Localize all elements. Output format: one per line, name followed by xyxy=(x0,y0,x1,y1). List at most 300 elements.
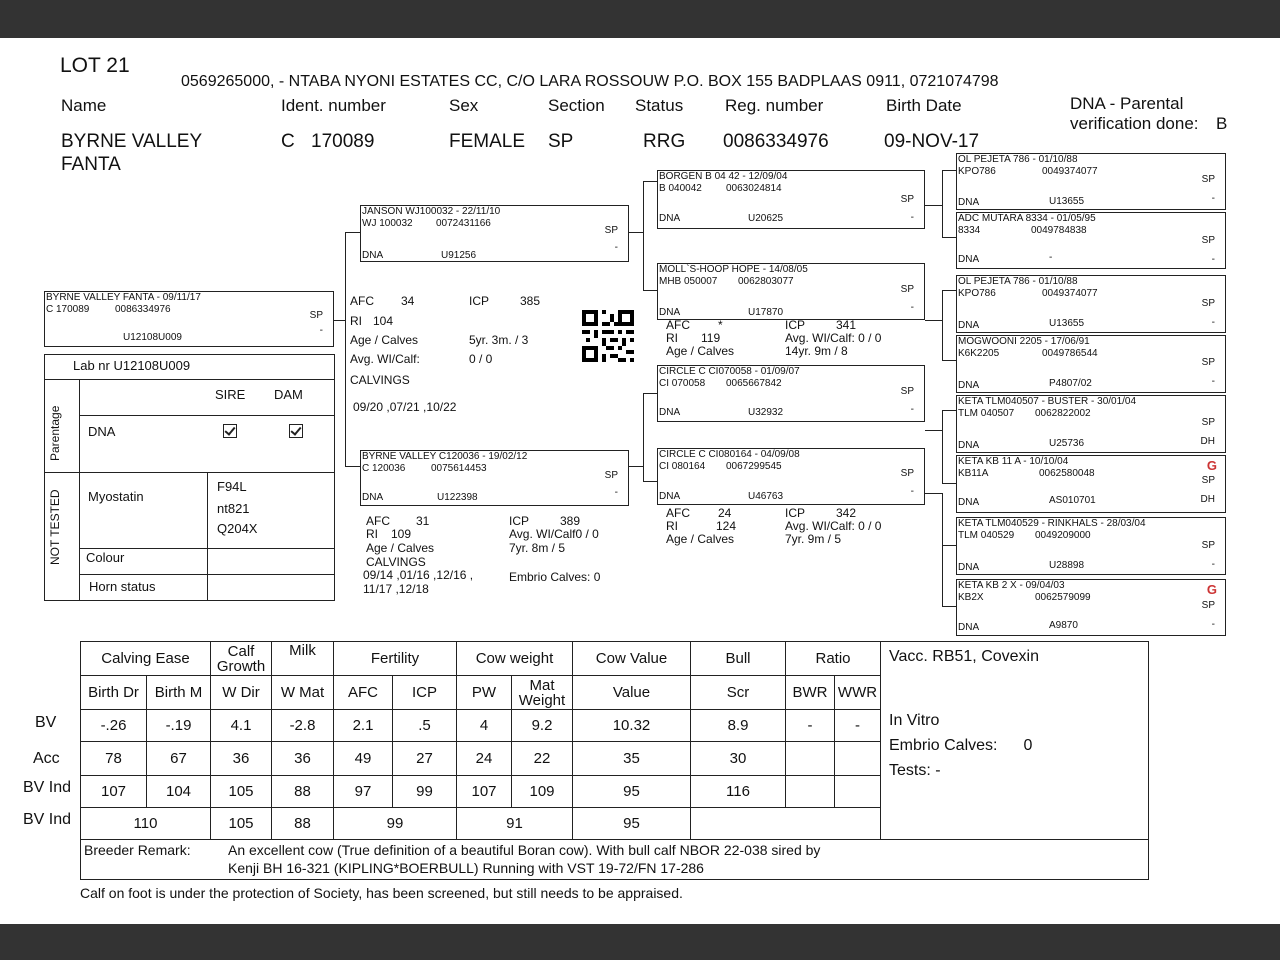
footer-note: Calf on foot is under the protection of Society, has been screened, but still needs to be appraised. xyxy=(80,885,683,901)
ind2-fertility: 99 xyxy=(334,808,457,840)
connector xyxy=(629,232,643,233)
gp2-ri: 119 xyxy=(701,331,721,345)
acc-cell: 67 xyxy=(147,742,211,776)
group-fertility: Fertility xyxy=(334,642,457,676)
animal-name-2: FANTA xyxy=(61,154,121,175)
connector xyxy=(942,170,956,171)
connector xyxy=(942,606,956,607)
dam-age-calves-label: Age / Calves xyxy=(366,541,435,555)
reg-value: 0086334976 xyxy=(723,131,829,152)
gp-section: SP xyxy=(900,468,914,479)
calf-growth-line-2: Growth xyxy=(216,657,266,675)
dam-box xyxy=(360,450,629,506)
gp-code: U46763 xyxy=(748,491,784,502)
bv-cell: 9.2 xyxy=(512,710,573,742)
acc-cell: 36 xyxy=(272,742,334,776)
gp-dash: - xyxy=(910,404,914,415)
qr-code xyxy=(582,310,634,362)
ggp-section: SP xyxy=(1201,357,1215,368)
vaccination-panel xyxy=(881,642,1149,840)
sire-age-calves: 5yr. 3m. / 3 xyxy=(469,333,529,347)
acc-cell: 78 xyxy=(81,742,147,776)
ind-cell xyxy=(835,776,881,808)
ind-cell: 105 xyxy=(211,776,272,808)
logo-icon: G xyxy=(1206,458,1217,473)
sire-header: SIRE xyxy=(215,387,246,402)
gp4-icp: 342 xyxy=(836,506,857,520)
ggp-title: OL PEJETA 786 - 01/10/88 xyxy=(958,276,1078,287)
ggp-dna: DNA xyxy=(958,497,980,508)
gp2-afc: * xyxy=(718,318,723,332)
gp2-afc-label: AFC xyxy=(666,318,690,332)
ggp-reg: 0062580048 xyxy=(1039,468,1095,479)
bv-cell: -.19 xyxy=(147,710,211,742)
gp-box-sire-dam xyxy=(657,263,925,320)
bottom-bar xyxy=(0,924,1280,960)
ggp-reg: 0062822002 xyxy=(1035,408,1091,419)
ggp-section: SP xyxy=(1201,540,1215,551)
gp-dna: DNA xyxy=(659,491,681,502)
breeder-remark-label: Breeder Remark: xyxy=(84,842,191,858)
ggp-dash: - xyxy=(1211,193,1215,204)
gp4-age-calves-label: Age / Calves xyxy=(666,532,735,546)
dam-ri-label: RI xyxy=(366,527,378,541)
logo-icon: G xyxy=(1206,582,1217,597)
sire-icp-label: ICP xyxy=(469,294,490,308)
sire-reg: 0072431166 xyxy=(436,218,491,229)
connector xyxy=(942,290,943,360)
label-dna-2: verification done: xyxy=(1070,114,1199,133)
sire-afc-label: AFC xyxy=(350,294,374,308)
dna-value: B xyxy=(1216,114,1228,133)
sub-wwr: WWR xyxy=(835,676,881,710)
sire-dash: - xyxy=(614,242,618,253)
gp-code: U20625 xyxy=(748,213,784,224)
label-dna-1: DNA - Parental xyxy=(1070,94,1184,113)
gp-title: MOLL`S-HOOP HOPE - 14/08/05 xyxy=(659,264,808,275)
ggp-box-6 xyxy=(956,455,1226,513)
breeder-remark xyxy=(81,840,1149,880)
connector xyxy=(942,237,956,238)
group-calving-ease: Calving Ease xyxy=(81,642,211,676)
connector xyxy=(643,181,644,290)
dam-reg: 0075614453 xyxy=(431,463,487,474)
animal-box-reg: 0086334976 xyxy=(115,304,171,315)
acc-cell xyxy=(786,742,835,776)
breeder-remark-line-1: An excellent cow (True definition of a beautiful Boran cow). With bull calf NBOR 22-038 sired by xyxy=(228,842,821,858)
connector xyxy=(643,181,657,182)
ind-cell: 107 xyxy=(457,776,512,808)
in-vitro-label: In Vitro xyxy=(889,712,940,729)
ggp-title: KETA TLM040529 - RINKHALS - 28/03/04 xyxy=(958,518,1146,529)
label-birth: Birth Date xyxy=(886,96,962,115)
acc-cell: 27 xyxy=(393,742,457,776)
vaccination-text: Vacc. RB51, Covexin xyxy=(889,648,1039,665)
myostatin-label: Myostatin xyxy=(88,489,144,504)
gp2-age-calves-label: Age / Calves xyxy=(666,344,735,358)
animal-box-dash: - xyxy=(319,325,323,336)
gp-dna: DNA xyxy=(659,307,681,318)
acc-cell: 30 xyxy=(691,742,786,776)
ggp-id: KB2X xyxy=(958,592,984,603)
gp-id: B 040042 xyxy=(659,183,702,194)
sire-ri: 104 xyxy=(373,314,394,328)
ggp-title: ADC MUTARA 8334 - 01/05/95 xyxy=(958,213,1096,224)
dam-id: C 120036 xyxy=(362,463,406,474)
ggp-code: U13655 xyxy=(1049,196,1085,207)
ggp-section: SP xyxy=(1201,475,1215,486)
sub-afc: AFC xyxy=(334,676,393,710)
section-value: SP xyxy=(548,131,574,152)
gp-id: MHB 050007 xyxy=(659,276,718,287)
animal-box-section: SP xyxy=(309,310,323,321)
sub-birth-dr: Birth Dr xyxy=(81,676,147,710)
acc-cell xyxy=(835,742,881,776)
sub-pw: PW xyxy=(457,676,512,710)
gp-id: CI 070058 xyxy=(659,378,706,389)
owner-info: 0569265000, - NTABA NYONI ESTATES CC, C/O LARA ROSSOUW P.O. BOX 155 BADPLAAS 0911, 0721074798 xyxy=(181,73,999,90)
myostatin-value-3: Q204X xyxy=(217,521,258,536)
dam-title: BYRNE VALLEY C120036 - 19/02/12 xyxy=(362,451,528,462)
ind-cell: 107 xyxy=(81,776,147,808)
gp2-wi: Avg. WI/Calf: 0 / 0 xyxy=(785,331,882,345)
ggp-box-4 xyxy=(956,335,1226,393)
ggp-reg: 0049784838 xyxy=(1031,225,1087,236)
sex-value: FEMALE xyxy=(449,131,526,152)
group-milk: Milk xyxy=(272,642,334,676)
ggp-id: KPO786 xyxy=(958,288,996,299)
label-reg: Reg. number xyxy=(725,96,824,115)
divider xyxy=(79,379,80,601)
label-ident: Ident. number xyxy=(281,96,386,115)
connector xyxy=(643,393,657,394)
group-ratio: Ratio xyxy=(786,642,881,676)
bv-cell: 2.1 xyxy=(334,710,393,742)
ggp-dh: DH xyxy=(1200,494,1215,505)
dam-code: U122398 xyxy=(437,492,478,503)
group-calf-growth xyxy=(211,642,272,676)
ggp-section: SP xyxy=(1201,417,1215,428)
gp-reg: 0065667842 xyxy=(726,378,782,389)
ind-cell: 95 xyxy=(573,776,691,808)
gp2-icp: 341 xyxy=(836,318,857,332)
ggp-dna: DNA xyxy=(958,562,980,573)
dam-ri: 109 xyxy=(391,527,412,541)
bv-cell: - xyxy=(786,710,835,742)
connector xyxy=(643,481,657,482)
sire-calvings-label: CALVINGS xyxy=(350,373,410,387)
ggp-code: U28898 xyxy=(1049,560,1085,571)
row-label-acc: Acc xyxy=(33,750,60,767)
ggp-box-2 xyxy=(956,212,1226,269)
label-name: Name xyxy=(61,96,107,115)
gp-dash: - xyxy=(910,302,914,313)
embrio-calves-value: 0 xyxy=(1023,737,1033,754)
ind-cell: 116 xyxy=(691,776,786,808)
horn-status-label: Horn status xyxy=(89,579,156,594)
ggp-code: A9870 xyxy=(1049,620,1078,631)
ggp-id: KPO786 xyxy=(958,166,996,177)
gp-id: CI 080164 xyxy=(659,461,706,472)
connector xyxy=(942,290,956,291)
bv-cell: -2.8 xyxy=(272,710,334,742)
ggp-section: SP xyxy=(1201,600,1215,611)
gp2-age-calves: 14yr. 9m / 8 xyxy=(785,344,848,358)
myostatin-value-1: F94L xyxy=(217,479,247,494)
gp4-age-calves: 7yr. 9m / 5 xyxy=(785,532,842,546)
gp-box-dam-dam xyxy=(657,448,925,505)
divider xyxy=(207,472,208,601)
sub-birth-m: Birth M xyxy=(147,676,211,710)
gp-reg: 0067299545 xyxy=(726,461,782,472)
sire-ri-label: RI xyxy=(350,314,362,328)
ggp-reg: 0049374077 xyxy=(1042,288,1098,299)
animal-box-code: U12108U009 xyxy=(123,332,182,343)
ggp-box-7 xyxy=(956,517,1226,575)
gp-section: SP xyxy=(900,386,914,397)
dam-afc: 31 xyxy=(416,514,430,528)
row-label-bv: BV xyxy=(35,714,57,731)
sub-icp: ICP xyxy=(393,676,457,710)
connector xyxy=(942,360,956,361)
ggp-id: TLM 040507 xyxy=(958,408,1015,419)
sire-afc: 34 xyxy=(401,294,415,308)
ggp-code: - xyxy=(1049,252,1053,263)
connector xyxy=(345,232,346,466)
connector xyxy=(345,232,360,233)
acc-cell: 24 xyxy=(457,742,512,776)
bv-cell: 4.1 xyxy=(211,710,272,742)
divider xyxy=(79,415,335,416)
connector xyxy=(942,410,956,411)
lab-box xyxy=(44,354,335,601)
sub-scr: Scr xyxy=(691,676,786,710)
ind2-calving-ease: 110 xyxy=(81,808,211,840)
dam-dna: DNA xyxy=(362,492,384,503)
embrio-calves-label: Embrio Calves: xyxy=(889,737,998,754)
gp-box-sire-sire xyxy=(657,170,925,229)
ggp-code: U13655 xyxy=(1049,318,1085,329)
ggp-code: P4807/02 xyxy=(1049,378,1092,389)
ggp-dash: - xyxy=(1211,619,1215,630)
bv-cell: 4 xyxy=(457,710,512,742)
connector xyxy=(629,466,643,467)
dam-calvings-label: CALVINGS xyxy=(366,555,426,569)
ggp-dna: DNA xyxy=(958,197,980,208)
dam-age-calves: 7yr. 8m / 5 xyxy=(509,541,566,555)
ggp-section: SP xyxy=(1201,174,1215,185)
connector xyxy=(925,493,942,494)
connector xyxy=(942,410,943,483)
ind-cell: 104 xyxy=(147,776,211,808)
sire-wi: 0 / 0 xyxy=(469,352,493,366)
dam-embrio-calves: Embrio Calves: 0 xyxy=(509,570,601,584)
ind2-cow-weight: 91 xyxy=(457,808,573,840)
gp4-afc: 24 xyxy=(718,506,732,520)
sire-wi-label: Avg. WI/Calf: xyxy=(350,352,420,366)
bv-cell: -.26 xyxy=(81,710,147,742)
sire-box xyxy=(360,205,629,262)
connector xyxy=(333,320,346,321)
not-tested-label: NOT TESTED xyxy=(48,489,62,565)
dam-section: SP xyxy=(604,470,618,481)
ggp-dash: - xyxy=(1211,254,1215,265)
gp2-icp-label: ICP xyxy=(785,318,806,332)
ggp-title: KETA TLM040507 - BUSTER - 30/01/04 xyxy=(958,396,1137,407)
dam-icp: 389 xyxy=(560,514,581,528)
ind-cell: 99 xyxy=(393,776,457,808)
acc-cell: 49 xyxy=(334,742,393,776)
gp2-ri-label: RI xyxy=(666,331,678,345)
gp4-icp-label: ICP xyxy=(785,506,806,520)
sub-w-dir: W Dir xyxy=(211,676,272,710)
connector xyxy=(925,320,942,321)
ggp-dna: DNA xyxy=(958,254,980,265)
ggp-dna: DNA xyxy=(958,440,980,451)
dam-dash: - xyxy=(614,487,618,498)
connector xyxy=(925,430,942,431)
dam-calving-dates-1: 09/14 ,01/16 ,12/16 , xyxy=(363,568,474,582)
sire-section: SP xyxy=(604,225,618,236)
ind-cell: 97 xyxy=(334,776,393,808)
ggp-title: KETA KB 11 A - 10/10/04 xyxy=(958,456,1069,467)
birth-value: 09-NOV-17 xyxy=(884,131,980,152)
ggp-box-1 xyxy=(956,153,1226,210)
bv-cell: 10.32 xyxy=(573,710,691,742)
ggp-section: SP xyxy=(1201,298,1215,309)
gp-reg: 0063024814 xyxy=(726,183,782,194)
sub-w-mat: W Mat xyxy=(272,676,334,710)
label-status: Status xyxy=(635,96,684,115)
gp-title: BORGEN B 04 42 - 12/09/04 xyxy=(659,171,788,182)
sire-id: WJ 100032 xyxy=(362,218,413,229)
gp-reg: 0062803077 xyxy=(738,276,794,287)
gp-dash: - xyxy=(910,486,914,497)
top-bar xyxy=(0,0,1280,38)
ggp-dash: - xyxy=(1211,376,1215,387)
gp-section: SP xyxy=(900,284,914,295)
group-cow-value: Cow Value xyxy=(573,642,691,676)
divider xyxy=(79,548,335,549)
animal-box-title: BYRNE VALLEY FANTA - 09/11/17 xyxy=(46,292,201,303)
connector xyxy=(643,393,644,481)
dam-afc-label: AFC xyxy=(366,514,390,528)
ident-number: 170089 xyxy=(311,131,375,152)
ggp-section: SP xyxy=(1201,235,1215,246)
animal-name-1: BYRNE VALLEY xyxy=(61,131,203,152)
parentage-label: Parentage xyxy=(48,405,62,461)
gp-dna: DNA xyxy=(659,213,681,224)
ggp-dash: - xyxy=(1211,559,1215,570)
ident-prefix: C xyxy=(281,131,295,152)
colour-label: Colour xyxy=(86,550,125,565)
gp-code: U32932 xyxy=(748,407,784,418)
sire-dna: DNA xyxy=(362,250,384,261)
gp4-ri-label: RI xyxy=(666,519,678,533)
acc-cell: 36 xyxy=(211,742,272,776)
ggp-reg: 0049786544 xyxy=(1042,348,1098,359)
group-bull: Bull xyxy=(691,642,786,676)
breeder-remark-line-2: Kenji BH 16-321 (KIPLING*BOERBULL) Running with VST 19-72/FN 17-286 xyxy=(228,860,704,876)
sub-bwr: BWR xyxy=(786,676,835,710)
gp4-afc-label: AFC xyxy=(666,506,690,520)
row-label-bv-ind: BV Ind xyxy=(23,779,72,796)
tests-label: Tests: - xyxy=(889,762,941,779)
ggp-dh: DH xyxy=(1200,436,1215,447)
gp-title: CIRCLE C CI070058 - 01/09/07 xyxy=(659,366,800,377)
ggp-id: 8334 xyxy=(958,225,981,236)
ind2-calf-growth: 105 xyxy=(211,808,272,840)
ggp-reg: 0049209000 xyxy=(1035,530,1091,541)
sire-code: U91256 xyxy=(441,250,477,261)
ggp-box-8 xyxy=(956,579,1226,636)
row-label-bv-ind-2: BV Ind xyxy=(23,811,72,828)
ggp-reg: 0049374077 xyxy=(1042,166,1098,177)
ggp-id: KB11A xyxy=(958,468,989,479)
gp-dash: - xyxy=(910,212,914,223)
calf-growth-line-1: Calf xyxy=(227,642,255,660)
ggp-dna: DNA xyxy=(958,622,980,633)
dam-header: DAM xyxy=(274,387,303,402)
breeding-values-table xyxy=(80,641,1149,880)
ggp-title: KETA KB 2 X - 09/04/03 xyxy=(958,580,1065,591)
divider xyxy=(45,379,335,380)
sire-icp: 385 xyxy=(520,294,541,308)
ggp-dna: DNA xyxy=(958,320,980,331)
sire-calving-dates: 09/20 ,07/21 ,10/22 xyxy=(353,400,457,414)
animal-box-id: C 170089 xyxy=(46,304,90,315)
ind2-milk: 88 xyxy=(272,808,334,840)
ggp-title: MOGWOONI 2205 - 17/06/91 xyxy=(958,336,1090,347)
divider xyxy=(45,472,335,473)
sire-age-calves-label: Age / Calves xyxy=(350,333,419,347)
ggp-code: U25736 xyxy=(1049,438,1085,449)
bv-cell: 8.9 xyxy=(691,710,786,742)
gp-section: SP xyxy=(900,194,914,205)
lot-number: LOT 21 xyxy=(60,54,130,77)
ggp-box-5 xyxy=(956,395,1226,453)
embrio-calves-line xyxy=(889,737,1140,755)
dam-dna-checkbox xyxy=(289,424,303,443)
ggp-id: TLM 040529 xyxy=(958,530,1015,541)
dam-calving-dates-2: 11/17 ,12/18 xyxy=(363,582,429,596)
label-sex: Sex xyxy=(449,96,479,115)
connector xyxy=(643,290,657,291)
sire-title: JANSON WJ100032 - 22/11/10 xyxy=(362,206,501,217)
status-value: RRG xyxy=(643,131,686,152)
ind-cell xyxy=(786,776,835,808)
group-cow-weight: Cow weight xyxy=(457,642,573,676)
ind-cell: 109 xyxy=(512,776,573,808)
ggp-box-3 xyxy=(956,275,1226,333)
dam-icp-label: ICP xyxy=(509,514,530,528)
acc-cell: 22 xyxy=(512,742,573,776)
gp-box-dam-sire xyxy=(657,365,925,422)
acc-cell: 35 xyxy=(573,742,691,776)
ggp-dna: DNA xyxy=(958,380,980,391)
animal-pedigree-box xyxy=(44,291,334,347)
bv-cell: - xyxy=(835,710,881,742)
gp4-ri: 124 xyxy=(716,519,737,533)
sire-dna-checkbox xyxy=(223,424,237,443)
myostatin-value-2: nt821 xyxy=(217,501,250,516)
ggp-id: K6K2205 xyxy=(958,348,1000,359)
gp-title: CIRCLE C CI080164 - 04/09/08 xyxy=(659,449,800,460)
gp-code: U17870 xyxy=(748,307,784,318)
ggp-title: OL PEJETA 786 - 01/10/88 xyxy=(958,154,1078,165)
ind-cell: 88 xyxy=(272,776,334,808)
ggp-reg: 0062579099 xyxy=(1035,592,1091,603)
